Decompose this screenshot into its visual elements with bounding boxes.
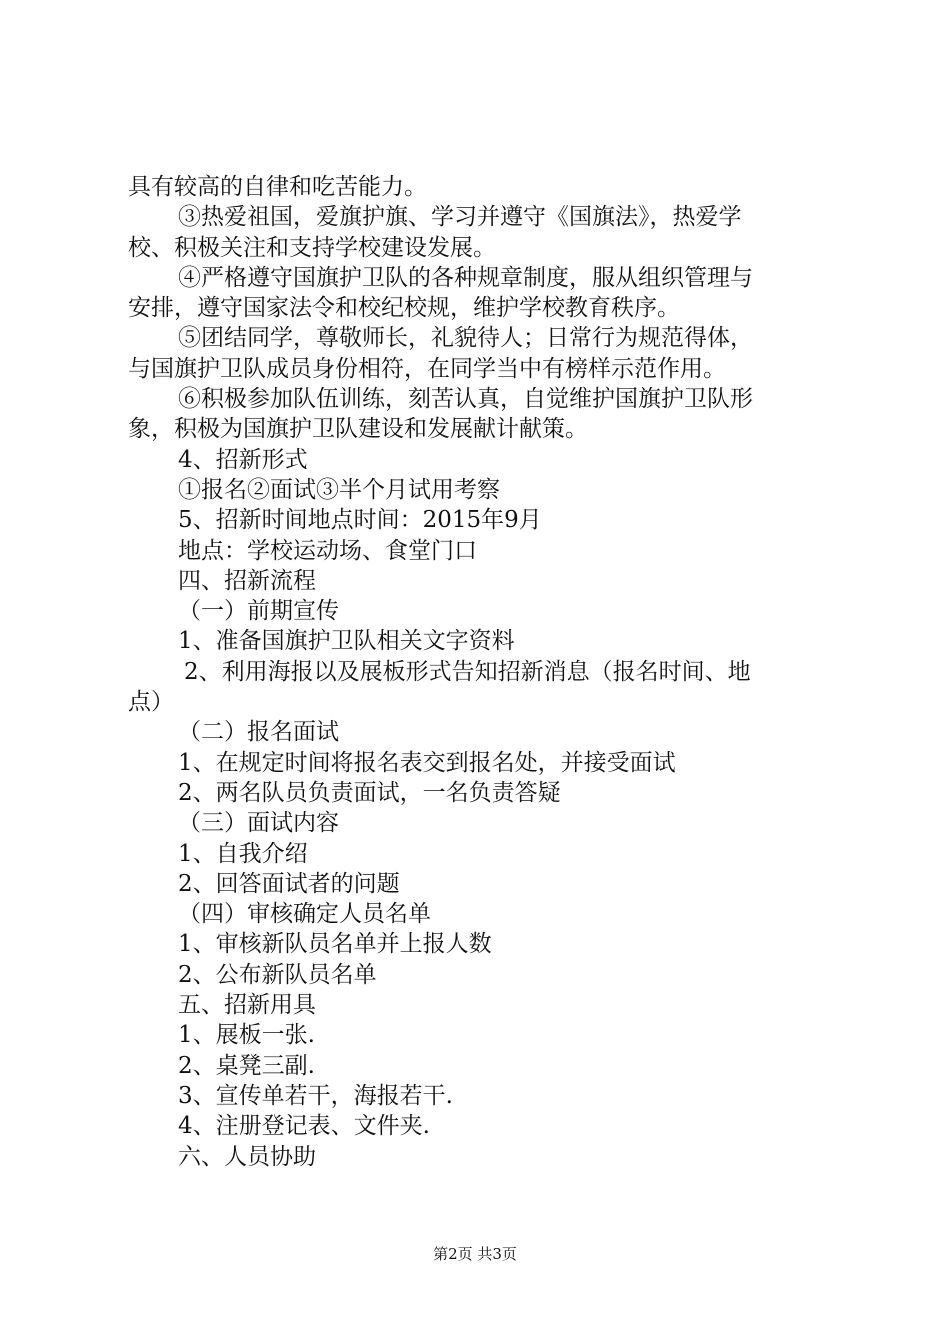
text-line: 2、利用海报以及展板形式告知招新消息（报名时间、地 [184,658,751,685]
text-line: 校、积极关注和支持学校建设发展。 [128,234,496,261]
text-line: 具有较高的自律和吃苦能力。 [128,174,427,200]
text-line: 2、桌凳三副. [178,1052,315,1079]
text-line: 地点：学校运动场、食堂门口 [178,537,477,564]
text-line: 1、在规定时间将报名表交到报名处，并接受面试 [178,749,676,776]
text-line: 安排，遵守国家法令和校纪校规，维护学校教育秩序。 [128,295,680,322]
text-line: ①报名②面试③半个月试用考察 [178,476,500,503]
text-line: ④严格遵守国旗护卫队的各种规章制度，服从组织管理与 [178,264,753,291]
text-line: 象，积极为国旗护卫队建设和发展献计献策。 [128,416,588,443]
section-heading: 四、招新流程 [178,567,316,594]
subsection-heading: （二）报名面试 [178,719,339,746]
text-line: ③热爱祖国，爱旗护旗、学习并遵守《国旗法》，热爱学 [178,204,742,231]
subsection-heading: （一）前期宣传 [178,598,339,625]
text-line: 2、公布新队员名单 [178,961,377,988]
section-heading: 5、招新时间地点时间：2015年9月 [178,507,542,534]
text-line: 点） [128,689,174,716]
text-line: ⑥积极参加队伍训练，刻苦认真，自觉维护国旗护卫队形 [178,386,753,413]
text-line: 2、两名队员负责面试，一名负责答疑 [178,779,561,806]
text-line: 1、审核新队员名单并上报人数 [178,931,492,958]
text-line: 1、展板一张. [178,1022,315,1049]
text-line: 2、回答面试者的问题 [178,870,400,897]
section-heading: 五、招新用具 [178,992,316,1019]
text-line: 4、注册登记表、文件夹. [178,1113,430,1140]
subsection-heading: （三）面试内容 [178,810,339,837]
text-line: 1、自我介绍 [178,840,308,867]
text-line: 1、准备国旗护卫队相关文字资料 [178,628,515,655]
subsection-heading: （四）审核确定人员名单 [178,901,431,928]
section-heading: 4、招新形式 [178,446,308,473]
text-line: 3、宣传单若干，海报若干. [178,1082,453,1109]
page-number-footer: 第2页 共3页 [433,1245,517,1263]
section-heading: 六、人员协助 [178,1143,316,1170]
document-body [128,172,838,1172]
text-line: 与国旗护卫队成员身份相符，在同学当中有榜样示范作用。 [128,355,726,382]
text-line: ⑤团结同学，尊敬师长，礼貌待人；日常行为规范得体， [178,325,753,352]
